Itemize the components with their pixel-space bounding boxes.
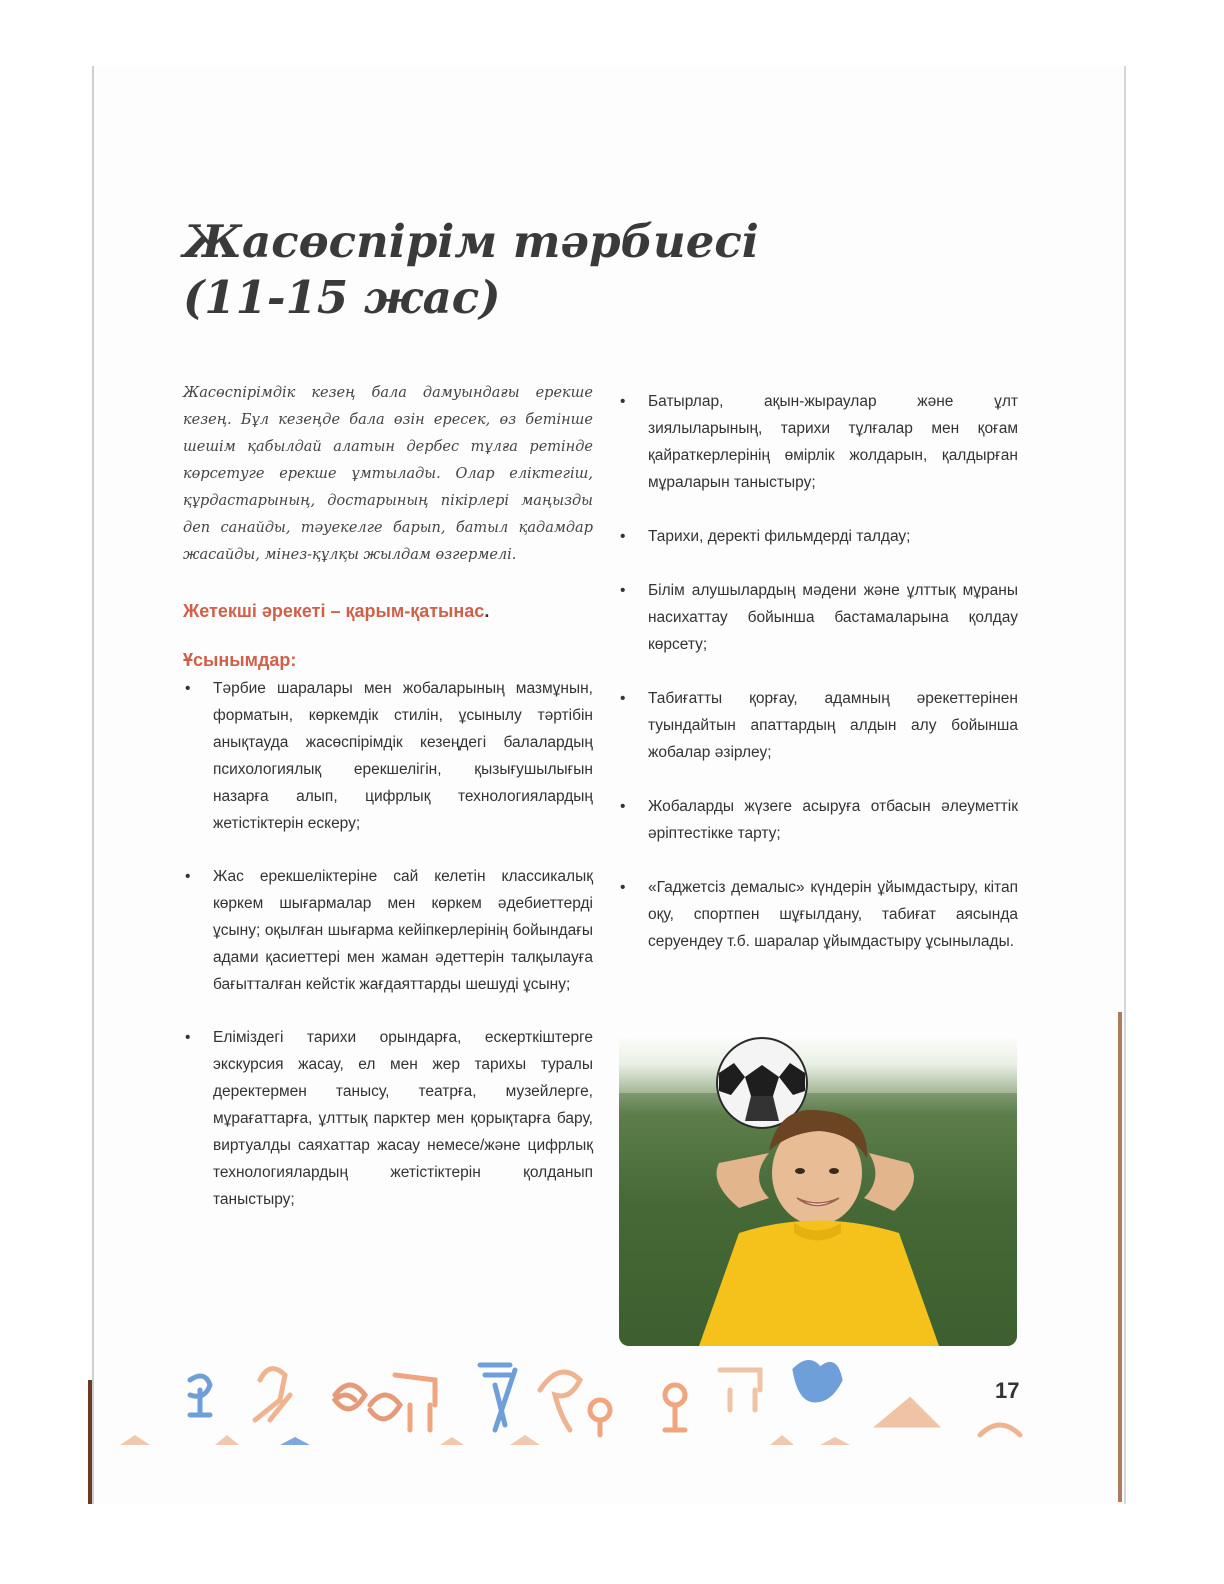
page-title-line-1: Жасөспірім тәрбиесі	[183, 215, 759, 268]
list-item: • Батырлар, ақын-жыраулар және ұлт зиялыларының, тарихи тұлғалар мен қоғам қайраткерлерінің өмірлік жолдарын, қалдырған мұраларын таныстыру;	[618, 388, 1018, 496]
page-number: 17	[995, 1378, 1020, 1403]
list-item: • Жас ерекшеліктеріне сай келетін классикалық көркем шығармалар мен көркем әдебиеттерді ұсыну; оқылған шығарма кейіпкерлерінің бойындағы адами қасиеттері мен жаман әдеттерін талқылауға бағытталған кейстік жағдаяттарды шешуді ұсыну;	[183, 863, 593, 998]
leading-activity	[183, 601, 593, 622]
list-item: • Еліміздегі тарихи орындарға, ескерткіштерге экскурсия жасау, ел мен жер тарихы туралы деректермен танысу, театрға, музейлерге, мұрағаттарға, ұлттық парктер мен қорықтарға бару, виртуалды саяхаттар жасау немесе/және цифрлық технологиялардың жетістіктерін қолданып таныстыру;	[183, 1024, 593, 1213]
page-right-edge	[1118, 1012, 1122, 1502]
list-item: • Табиғатты қорғау, адамның әрекеттерінен туындайтын апаттардың алдын алу бойынша жобалар әзірлеу;	[618, 685, 1018, 766]
page-binding-edge	[88, 1380, 92, 1504]
decorative-petroglyph-border	[120, 1350, 1050, 1450]
recommendations-heading: Ұсынымдар:	[183, 650, 297, 670]
leading-activity-period: .	[484, 601, 490, 621]
list-item: • Білім алушылардың мәдени және ұлттық мұраны насихаттау бойынша бастамаларына қолдау көрсету;	[618, 577, 1018, 658]
boy-with-football-photo	[619, 1033, 1017, 1346]
right-column	[618, 388, 1018, 982]
left-column	[183, 380, 593, 1239]
left-bullet-list	[183, 675, 593, 1213]
list-item: • Тарихи, деректі фильмдерді талдау;	[618, 523, 1018, 550]
photo-illustration	[619, 1033, 1017, 1346]
intro-paragraph: Жасөспірімдік кезең бала дамуындағы ерекше кезең. Бұл кезеңде бала өзін ересек, өз бетінше шешім қабылдай алатын дербес тұлға ретінде көрсетуге ерекше ұмтылады. Олар еліктегіш, құрдастарының, достарының пікірлері маңызды деп санайды, тәуекелге барып, батыл қадамдар жасайды, мінез-құлқы жылдам өзгермелі.	[183, 385, 593, 563]
list-item: • «Гаджетсіз демалыс» күндерін ұйымдастыру, кітап оқу, спортпен шұғылдану, табиғат аясында серуендеу т.б. шаралар ұйымдастыру ұсынылады.	[618, 874, 1018, 955]
page-title	[183, 214, 783, 326]
leading-activity-text: Жетекші әрекеті – қарым-қатынас	[183, 601, 485, 621]
list-item: • Тәрбие шаралары мен жобаларының мазмұнын, форматын, көркемдік стилін, ұсынылу тәртібін анықтауда жасөспірімдік кезеңдегі балалардың психологиялық ерекшелігін, қызығушылығын назарға алып, цифрлық технологиялардың жетістіктерін ескеру;	[183, 675, 593, 837]
right-bullet-list	[618, 388, 1018, 955]
list-item: • Жобаларды жүзеге асыруға отбасын әлеуметтік әріптестікке тарту;	[618, 793, 1018, 847]
page-title-line-2: (11-15 жас)	[183, 271, 501, 324]
petroglyph-ornament-icon	[120, 1350, 1050, 1450]
